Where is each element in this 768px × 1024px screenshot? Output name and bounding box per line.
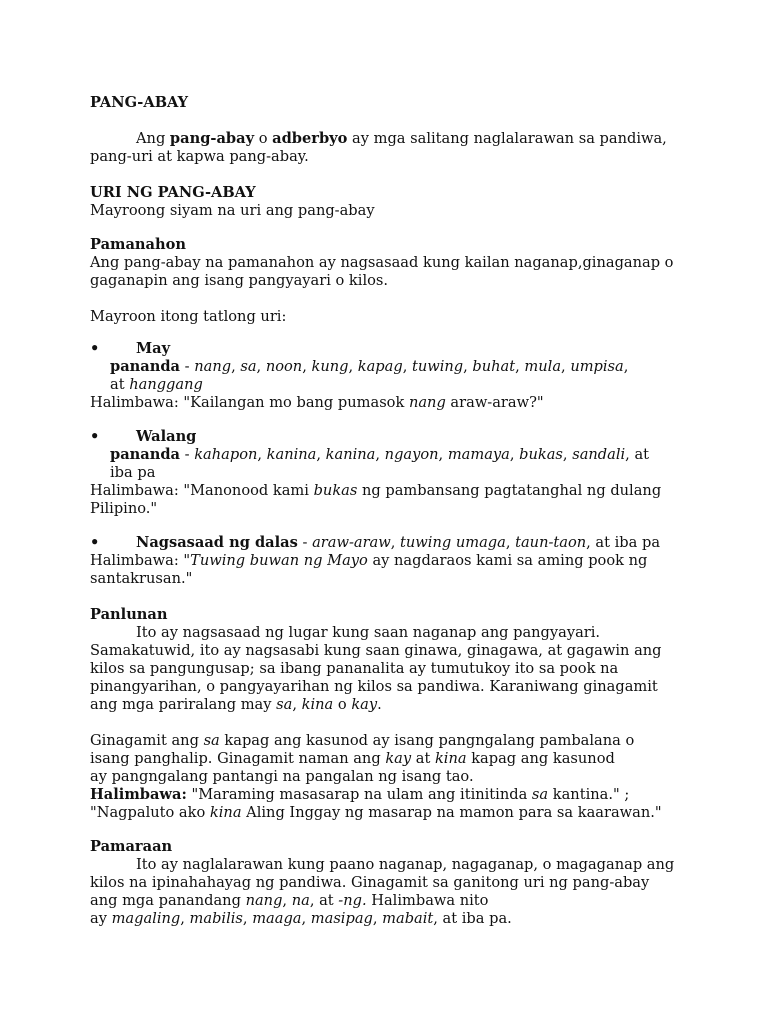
word: buhat xyxy=(472,358,516,375)
example-emphasis: Tuwing buwan ng Mayo xyxy=(190,552,368,569)
term: -ng. xyxy=(338,892,367,909)
walang-line-2: iba pa xyxy=(110,464,156,481)
paragraph-text: , xyxy=(282,892,292,909)
connector: , at xyxy=(625,446,650,463)
word: noon xyxy=(265,358,303,375)
example-text: ng pambansang pagtatanghal ng dulang xyxy=(357,482,662,499)
example-text: Halimbawa: "Kailangan mo bang pumasok xyxy=(90,394,409,411)
word: ngayon xyxy=(384,446,439,463)
word: tuwing umaga xyxy=(400,534,506,551)
dash: - xyxy=(180,358,195,375)
example-text: Halimbawa: "Manonood kami xyxy=(90,482,314,499)
paragraph-text: Ito ay naglalarawan kung paano naganap, nagaganap, o magaganap ang xyxy=(136,856,675,873)
bullet-icon: • xyxy=(90,428,100,445)
panlunan-line-7 xyxy=(90,750,690,768)
paragraph-text: , at xyxy=(309,892,339,909)
may-line-2 xyxy=(110,376,710,394)
term: kay xyxy=(351,696,378,713)
word: araw-araw xyxy=(312,534,391,551)
dalas-heading: Nagsasaad ng dalas xyxy=(136,534,298,551)
term: mabilis xyxy=(189,910,243,927)
page-title: PANG-ABAY xyxy=(90,94,189,111)
may-heading: May xyxy=(136,340,171,357)
word: sa xyxy=(240,358,257,375)
term: mabait xyxy=(382,910,434,927)
connector: , at iba pa xyxy=(586,534,661,551)
intro-text: ay mga salitang naglalarawan sa pandiwa, xyxy=(347,130,667,147)
intro-line-2: pang-uri at kapwa pang-abay. xyxy=(90,148,309,165)
panlunan-line-8: ay pangngalang pantangi na pangalan ng isang tao. xyxy=(90,768,474,785)
dash: - xyxy=(180,446,195,463)
example-text: Halimbawa: " xyxy=(90,552,191,569)
term: kina xyxy=(209,804,242,821)
intro-text: o xyxy=(254,130,273,147)
term: kina xyxy=(301,696,334,713)
section-heading-pamanahon: Pamanahon xyxy=(90,236,186,253)
word: hanggang xyxy=(129,376,203,393)
section-heading-panlunan: Panlunan xyxy=(90,606,168,623)
panlunan-example-1 xyxy=(90,786,690,804)
word: nang xyxy=(194,358,232,375)
pamaraan-line-1 xyxy=(90,856,690,874)
paragraph-text: , xyxy=(180,910,190,927)
example-text: araw-araw?" xyxy=(445,394,544,411)
term: nang xyxy=(245,892,283,909)
walang-heading: Walang xyxy=(136,428,197,445)
dash: - xyxy=(297,534,313,551)
word: kanina xyxy=(266,446,317,463)
word: kahapon xyxy=(194,446,258,463)
may-line-1: pananda - nang, sa, noon, kung, kapag, tuwing, buhat, mula, umpisa, xyxy=(110,358,629,375)
paragraph-text: , xyxy=(292,696,302,713)
pamanahon-line-1: Ang pang-abay na pamanahon ay nagsasaad kung kailan naganap,ginaganap o xyxy=(90,254,674,271)
term: na xyxy=(291,892,310,909)
term: masipag xyxy=(310,910,373,927)
may-example xyxy=(90,394,690,412)
paragraph-text: Halimbawa nito xyxy=(366,892,489,909)
panlunan-line-6 xyxy=(90,732,690,750)
intro-text: Ang xyxy=(136,130,170,147)
intro-line-1 xyxy=(90,130,690,148)
pananda-label: pananda xyxy=(110,446,180,463)
pananda-label: pananda xyxy=(110,358,180,375)
word: tuwing xyxy=(411,358,464,375)
paragraph-text: ang mga panandang xyxy=(90,892,246,909)
panlunan-line-3: kilos sa pangungusap; sa ibang pananalita ay tumutukoy ito sa pook na xyxy=(90,660,619,677)
example-emphasis: bukas xyxy=(313,482,358,499)
term: kina xyxy=(434,750,467,767)
section-heading-uri: URI NG PANG-ABAY xyxy=(90,184,256,201)
word: taun-taon xyxy=(515,534,587,551)
paragraph-text: . xyxy=(377,696,382,713)
panlunan-line-2: Samakatuwid, ito ay nagsasabi kung saan ginawa, ginagawa, at gagawin ang xyxy=(90,642,662,659)
pamaraan-line-3 xyxy=(90,892,690,910)
panlunan-line-4: pinangyarihan, o pangyayarihan ng kilos sa pandiwa. Karaniwang ginagamit xyxy=(90,678,658,695)
paragraph-text: Ito ay nagsasaad ng lugar kung saan naganap ang pangyayari. xyxy=(136,624,601,641)
section-heading-pamaraan: Pamaraan xyxy=(90,838,173,855)
term-adberbyo: adberbyo xyxy=(272,130,348,147)
term: maaga xyxy=(252,910,302,927)
example-text: kantina." ; xyxy=(548,786,630,803)
term: sa xyxy=(276,696,293,713)
paragraph-text: kapag ang kasunod ay isang pangngalang pambalana o xyxy=(219,732,635,749)
paragraph-text: at xyxy=(411,750,435,767)
paragraph-text: , at iba pa. xyxy=(433,910,512,927)
panlunan-line-5 xyxy=(90,696,690,714)
connector: at xyxy=(110,376,130,393)
paragraph-text: isang panghalip. Ginagamit naman ang xyxy=(90,750,386,767)
term: kay xyxy=(385,750,412,767)
word: kung xyxy=(311,358,349,375)
walang-example xyxy=(90,482,690,500)
uri-text: Mayroong siyam na uri ang pang-abay xyxy=(90,202,375,219)
paragraph-text: ay xyxy=(90,910,112,927)
pamaraan-line-2: kilos na ipinahahayag ng pandiwa. Ginagamit sa ganitong uri ng pang-abay xyxy=(90,874,650,891)
pamanahon-line-3: Mayroon itong tatlong uri: xyxy=(90,308,287,325)
term: sa xyxy=(531,786,549,803)
term-pang-abay: pang-abay xyxy=(169,130,255,147)
word: kapag xyxy=(357,358,403,375)
paragraph-text: ang mga pariralang may xyxy=(90,696,277,713)
pamaraan-line-4 xyxy=(90,910,690,928)
paragraph-text: , xyxy=(372,910,383,927)
example-text: Aling Inggay ng masarap na mamon para sa kaarawan." xyxy=(241,804,662,821)
word: mamaya xyxy=(447,446,510,463)
example-text: "Nagpaluto ako xyxy=(90,804,210,821)
walang-example-2: Pilipino." xyxy=(90,500,158,517)
word: bukas xyxy=(519,446,563,463)
word: sandali xyxy=(572,446,626,463)
panlunan-example-2 xyxy=(90,804,690,822)
paragraph-text: Ginagamit ang xyxy=(90,732,204,749)
example-text: ay nagdaraos kami sa aming pook ng xyxy=(367,552,648,569)
word: kanina xyxy=(325,446,376,463)
word: umpisa xyxy=(570,358,624,375)
paragraph-text: , xyxy=(301,910,311,927)
dalas-example xyxy=(90,552,690,570)
walang-line-1: pananda - kahapon, kanina, kanina, ngayon, mamaya, bukas, sandali, at xyxy=(110,446,650,463)
paragraph-text: o xyxy=(333,696,352,713)
dalas-example-2: santakrusan." xyxy=(90,570,193,587)
dalas-line: Nagsasaad ng dalas - araw-araw, tuwing umaga, taun-taon, at iba pa xyxy=(136,534,661,551)
word: mula xyxy=(524,358,562,375)
example-emphasis: nang xyxy=(408,394,446,411)
paragraph-text: , xyxy=(242,910,253,927)
term: magaling xyxy=(111,910,181,927)
example-label: Halimbawa: xyxy=(90,786,187,803)
term: sa xyxy=(203,732,220,749)
example-text: "Maraming masasarap na ulam ang itinitinda xyxy=(186,786,532,803)
paragraph-text: kapag ang kasunod xyxy=(466,750,615,767)
pamanahon-line-2: gaganapin ang isang pangyayari o kilos. xyxy=(90,272,389,289)
panlunan-line-1 xyxy=(90,624,690,642)
bullet-icon: • xyxy=(90,340,100,357)
bullet-icon: • xyxy=(90,534,100,551)
